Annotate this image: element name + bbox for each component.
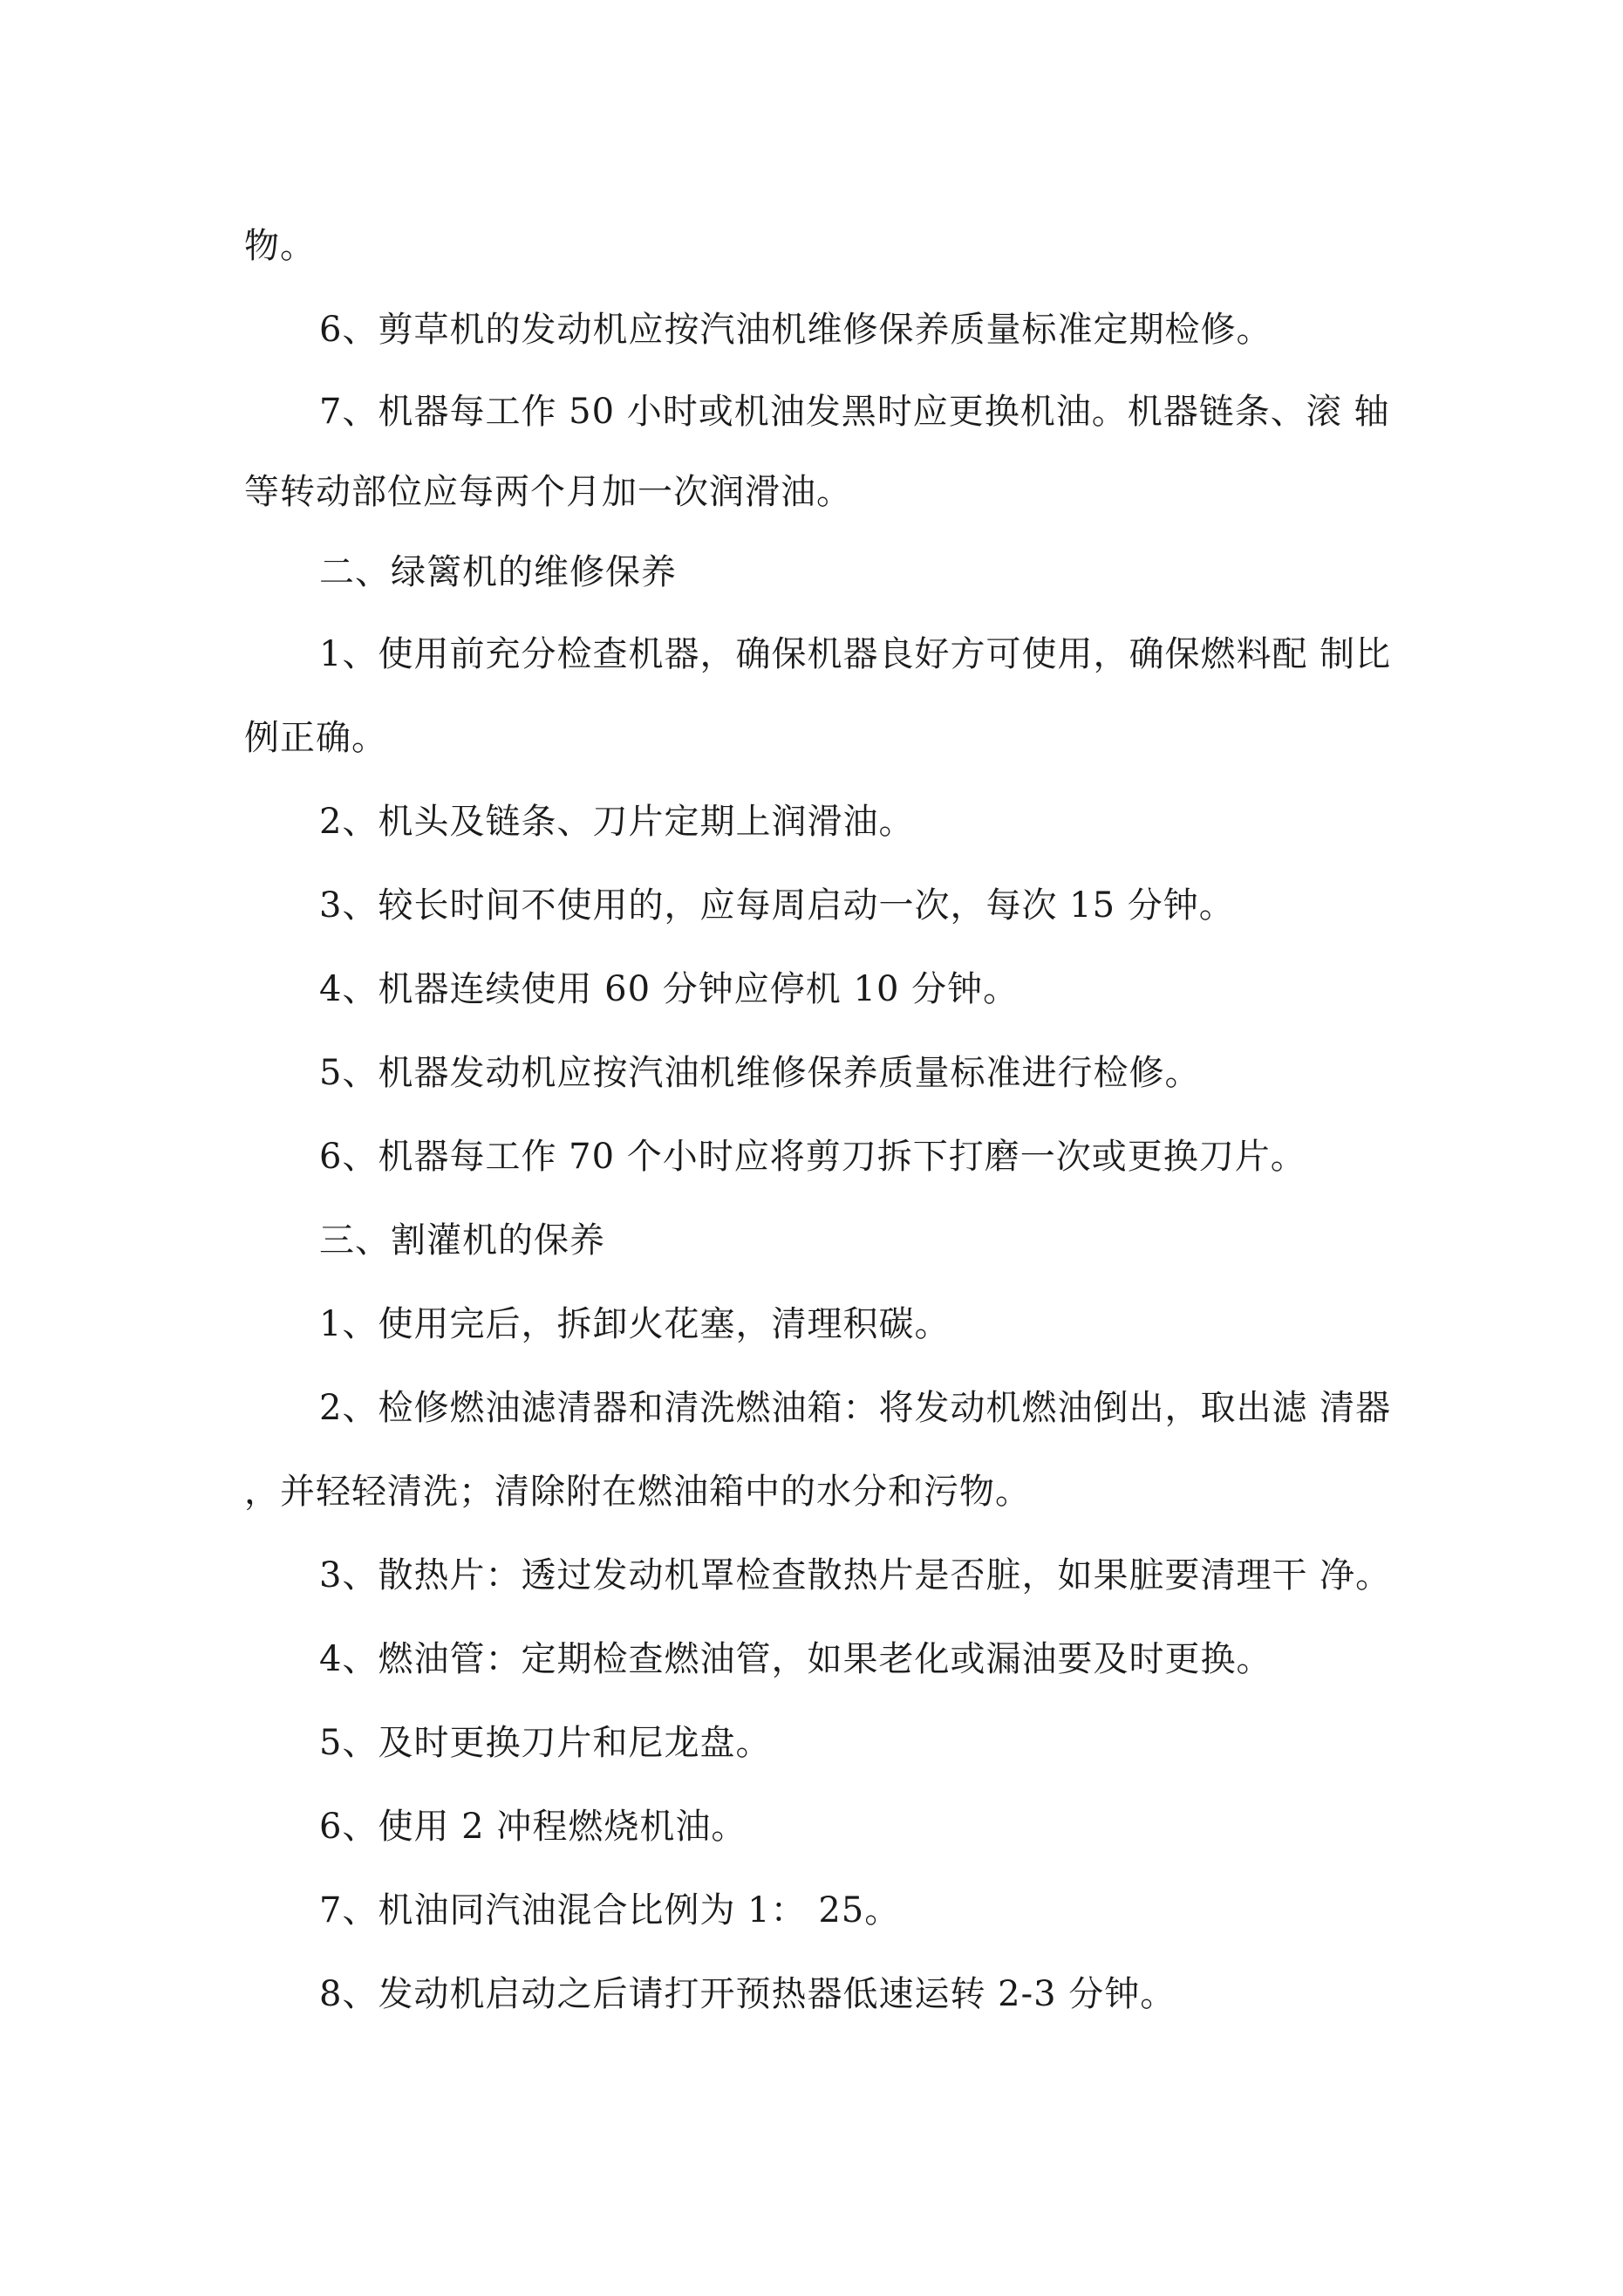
text-line: 等转动部位应每两个月加一次润滑油。 <box>244 472 852 512</box>
text-line: 2、机头及链条、刀片定期上润滑油。 <box>319 802 915 842</box>
text-line: 3、较长时间不使用的，应每周启动一次，每次 15 分钟。 <box>319 885 1235 926</box>
text-line: 7、机器每工作 50 小时或机油发黑时应更换机油。机器链条、滚 轴 <box>319 392 1390 432</box>
text-line: 5、及时更换刀片和尼龙盘。 <box>319 1723 772 1763</box>
text-line: 4、燃油管：定期检查燃油管，如果老化或漏油要及时更换。 <box>319 1639 1272 1679</box>
section-heading: 三、割灌机的保养 <box>319 1220 605 1261</box>
section-heading: 二、绿篱机的维修保养 <box>319 552 677 592</box>
text-line: 1、使用完后，拆卸火花塞，清理积碳。 <box>319 1304 951 1344</box>
text-line: 6、剪草机的发动机应按汽油机维修保养质量标准定期检修。 <box>319 310 1272 350</box>
text-line: 6、机器每工作 70 个小时应将剪刀拆下打磨一次或更换刀片。 <box>319 1137 1306 1177</box>
text-line: 物。 <box>244 226 316 266</box>
text-line: 1、使用前充分检查机器，确保机器良好方可使用，确保燃料配 制比 <box>319 634 1392 674</box>
text-line: 7、机油同汽油混合比例为 1： 25。 <box>319 1890 901 1930</box>
text-line: 5、机器发动机应按汽油机维修保养质量标准进行检修。 <box>319 1053 1201 1093</box>
text-line: 4、机器连续使用 60 分钟应停机 10 分钟。 <box>319 969 1019 1009</box>
text-line: 2、检修燃油滤清器和清洗燃油箱：将发动机燃油倒出，取出滤 清器 <box>319 1388 1392 1428</box>
text-line: 6、使用 2 冲程燃烧机油。 <box>319 1807 747 1847</box>
text-line: 8、发动机启动之后请打开预热器低速运转 2-3 分钟。 <box>319 1974 1176 2014</box>
text-line: ，并轻轻清洗；清除附在燃油箱中的水分和污物。 <box>244 1472 1031 1512</box>
text-line: 3、散热片：透过发动机罩检查散热片是否脏，如果脏要清理干 净。 <box>319 1555 1392 1596</box>
text-line: 例正确。 <box>244 718 387 758</box>
